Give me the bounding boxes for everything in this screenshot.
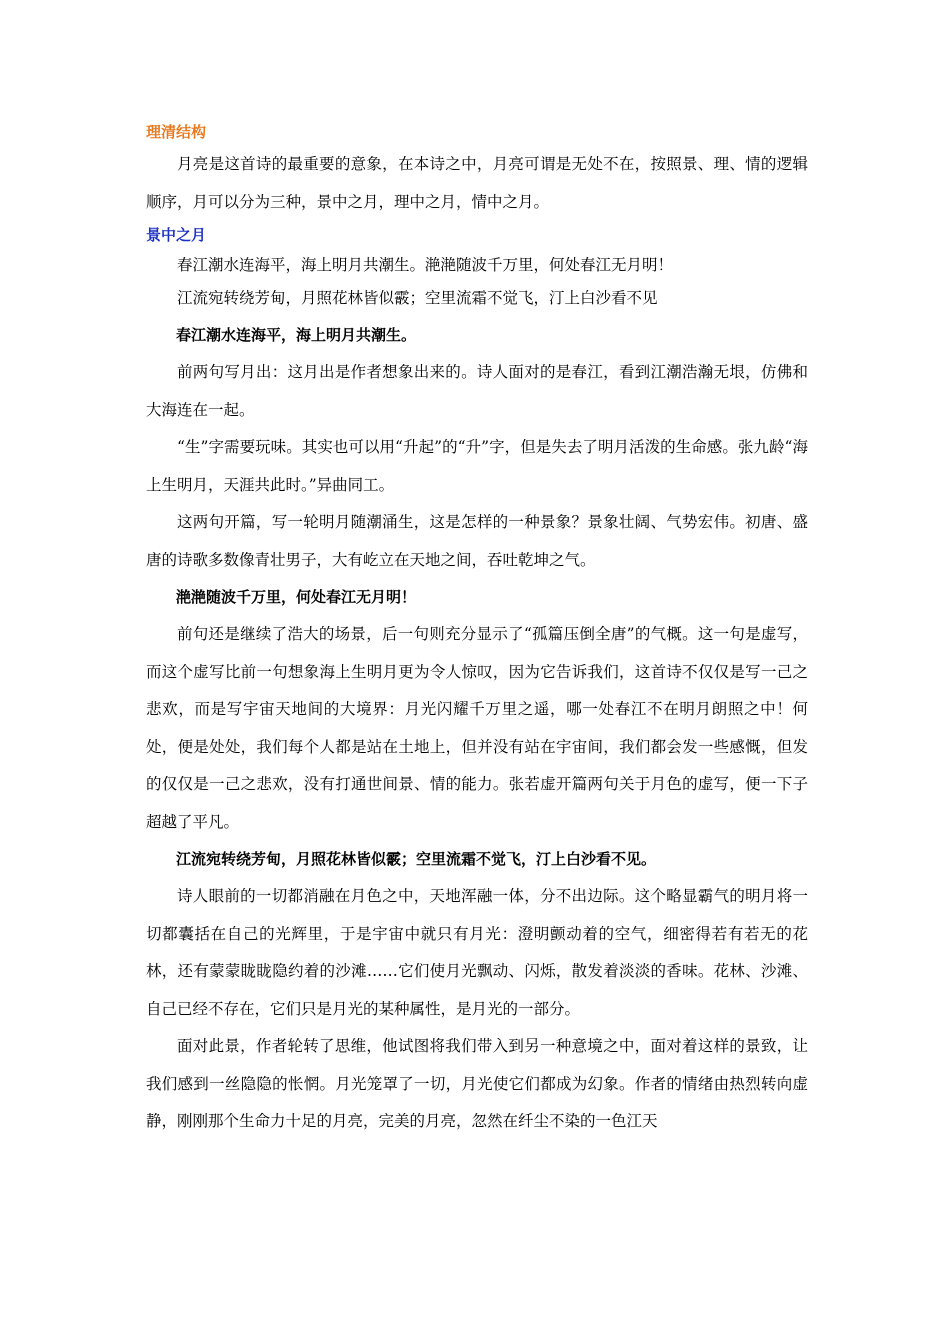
paragraph-5: 诗人眼前的一切都消融在月色之中，天地浑融一体，分不出边际。这个略显霸气的明月将一切都囊括在自己的光辉里，于是宇宙中就只有月光：澄明颤动着的空气，细密得若有若无的花林，还有蒙蒙眬眬隐约着的沙滩……它们使月光飘动、闪烁，散发着淡淡的香味。花林、沙滩、自己已经不存在，它们只是月光的某种属性，是月光的一部分。 — [146, 887, 808, 1018]
section-heading-structure: 理清结构 — [146, 123, 207, 141]
paragraph-4: 前句还是继续了浩大的场景，后一句则充分显示了“孤篇压倒全唐”的气概。这一句是虚写，而这个虚写比前一句想象海上生明月更为令人惊叹，因为它告诉我们，这首诗不仅仅是写一己之悲欢，而是写宇宙天地间的大境界：月光闪耀千万里之遥，哪一处春江不在明月朗照之中！何处，便是处处，我们每个人都是站在土地上，但并没有站在宇宙间，我们都会发一些感慨，但发的仅仅是一己之悲欢，没有打通世间景、情的能力。张若虚开篇两句关于月色的虚写，便一下子超越了平凡。 — [146, 625, 808, 831]
paragraph-6: 面对此景，作者轮转了思维，他试图将我们带入到另一种意境之中，面对着这样的景致，让我们感到一丝隐隐的怅惘。月光笼罩了一切，月光使它们都成为幻象。作者的情绪由热烈转向虚静，刚刚那个生命力十足的月亮，完美的月亮，忽然在纤尘不染的一色江天 — [146, 1037, 808, 1130]
paragraph-3: 这两句开篇，写一轮明月随潮涌生，这是怎样的一种景象？景象壮阔、气势宏伟。初唐、盛唐的诗歌多数像青壮男子，大有屹立在天地之间，吞吐乾坤之气。 — [146, 513, 808, 569]
paragraph-1: 前两句写月出：这月出是作者想象出来的。诗人面对的是春江，看到江潮浩瀚无垠，仿佛和大海连在一起。 — [146, 363, 808, 419]
paragraph-2: “生”字需要玩味。其实也可以用“升起”的“升”字，但是失去了明月活泼的生命感。张九龄“海上生明月，天涯共此时。”异曲同工。 — [146, 438, 808, 494]
section-heading-scene-moon: 景中之月 — [146, 226, 207, 244]
poem-line-2: 江流宛转绕芳甸，月照花林皆似霰；空里流霜不觉飞，汀上白沙看不见 — [177, 289, 658, 307]
bold-quote-3: 江流宛转绕芳甸，月照花林皆似霰；空里流霜不觉飞，汀上白沙看不见。 — [176, 850, 657, 868]
document-page — [146, 118, 808, 1141]
paragraph-structure: 月亮是这首诗的最重要的意象，在本诗之中，月亮可谓是无处不在，按照景、理、情的逻辑顺序，月可以分为三种，景中之月，理中之月，情中之月。 — [146, 155, 808, 211]
bold-quote-2: 滟滟随波千万里，何处春江无月明！ — [176, 588, 417, 606]
poem-line-1: 春江潮水连海平，海上明月共潮生。滟滟随波千万里，何处春江无月明！ — [177, 256, 674, 274]
bold-quote-1: 春江潮水连海平，海上明月共潮生。 — [176, 326, 417, 344]
